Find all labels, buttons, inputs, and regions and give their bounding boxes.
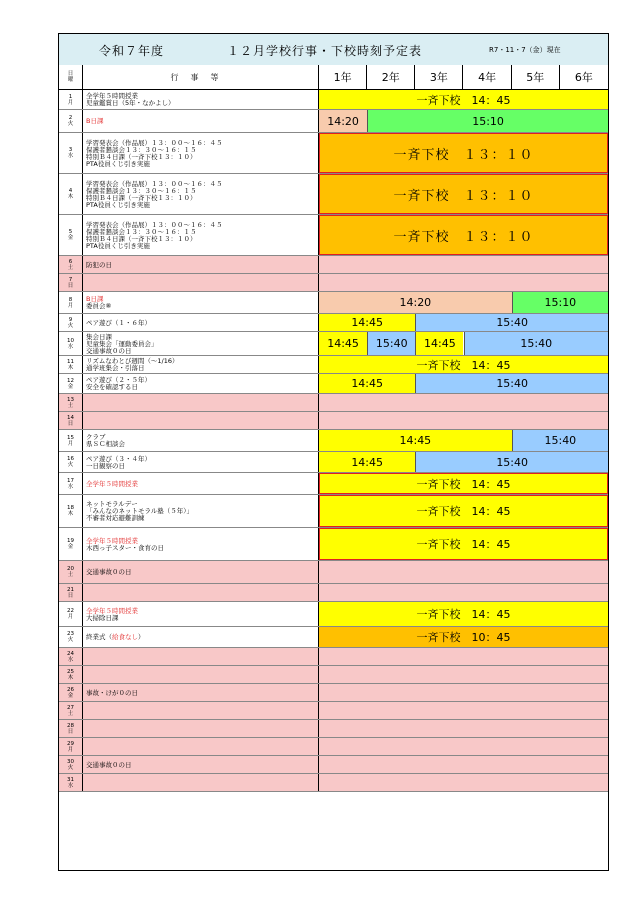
- date-number: 17: [67, 477, 74, 484]
- events-cell: [83, 738, 319, 755]
- date-number: 13: [67, 396, 74, 403]
- events-cell: [83, 314, 319, 331]
- date-cell: [59, 774, 83, 791]
- event-item: クラブ: [86, 433, 106, 441]
- events-cell: [83, 648, 319, 665]
- weekday: 土: [67, 402, 74, 409]
- day-row: [59, 684, 608, 702]
- dismissal-time: 一斉下校 10：45: [319, 627, 608, 647]
- day-row: [59, 90, 608, 110]
- event-item: 学習発表会（作品展）１３：００〜１６：４５: [86, 220, 223, 229]
- event-item: 特別Ｂ４日課（一斉下校１３：１０）: [86, 152, 197, 161]
- event-item: 特別Ｂ４日課（一斉下校１３：１０）: [86, 234, 197, 243]
- weekday: 金: [67, 692, 74, 699]
- date-cell: [59, 374, 83, 393]
- table-header: [59, 65, 608, 90]
- event-item: 特別Ｂ４日課（一斉下校１３：１０）: [86, 193, 197, 202]
- weekday: 水: [67, 656, 74, 663]
- day-row: [59, 412, 608, 430]
- dismissal-time: 15:40: [367, 332, 415, 355]
- events-cell: [83, 110, 319, 132]
- day-row: [59, 602, 608, 627]
- events-cell: [83, 215, 319, 255]
- date-number: 20: [67, 566, 74, 572]
- events-cell: [83, 332, 319, 355]
- dismissal-time: 14:45: [319, 314, 415, 331]
- day-row: [59, 332, 608, 356]
- date-number: 9: [68, 316, 73, 323]
- day-row: [59, 702, 608, 720]
- date-number: 25: [67, 668, 74, 675]
- day-row: [59, 374, 608, 394]
- day-row: [59, 666, 608, 684]
- events-cell: [83, 90, 319, 109]
- events-cell: [83, 174, 319, 214]
- day-row: [59, 738, 608, 756]
- weekday: 月: [67, 746, 74, 753]
- day-row: [59, 110, 608, 133]
- event-item: PTA役員くじ引き実施: [86, 241, 150, 250]
- weekday: 土: [67, 264, 74, 271]
- date-cell: [59, 274, 83, 291]
- header-grade-6: 6年: [574, 71, 593, 84]
- date-cell: [59, 412, 83, 429]
- header-events: 行事等: [83, 65, 319, 89]
- date-number: 28: [67, 722, 74, 729]
- weekday: 日: [67, 728, 74, 735]
- day-row: [59, 756, 608, 774]
- event-item: 一日観察の日: [86, 461, 125, 470]
- event-item: 終業式（給食なし）: [86, 633, 145, 641]
- weekday: 月: [67, 614, 74, 620]
- weekday: 木: [67, 194, 74, 200]
- date-number: 22: [67, 608, 74, 614]
- weekday: 火: [67, 462, 74, 468]
- title-bar: [59, 34, 608, 66]
- date-cell: [59, 584, 83, 601]
- date-cell: [59, 720, 83, 737]
- date-number: 6: [68, 258, 73, 265]
- date-cell: [59, 90, 83, 109]
- event-item: B日課: [86, 295, 104, 303]
- event-item: 児童集会「運動委員会」: [86, 339, 158, 348]
- events-cell: [83, 684, 319, 701]
- fiscal-year-title: 令和７年度: [99, 44, 165, 58]
- dismissal-time: 15:40: [415, 374, 608, 393]
- weekday: 土: [67, 572, 74, 578]
- events-cell: [83, 584, 319, 601]
- event-item: 児童鑑賞日（5年・なかよし）: [86, 99, 175, 107]
- events-cell: [83, 452, 319, 472]
- date-cell: [59, 648, 83, 665]
- day-row: [59, 720, 608, 738]
- weekday: 月: [67, 99, 74, 106]
- header-weekday-label: 曜: [67, 77, 74, 83]
- day-row: [59, 174, 608, 215]
- events-cell: [83, 602, 319, 626]
- weekday: 火: [67, 637, 74, 643]
- day-row: [59, 648, 608, 666]
- weekday: 日: [67, 420, 74, 427]
- event-item: 事故・けが０の日: [86, 688, 138, 697]
- event-item: 保護者懇談会１３：３０〜１６：１５: [86, 186, 197, 195]
- day-row: [59, 430, 608, 452]
- events-cell: [83, 374, 319, 393]
- date-cell: [59, 473, 83, 494]
- date-cell: [59, 430, 83, 451]
- day-row: [59, 584, 608, 602]
- day-row: [59, 314, 608, 332]
- day-row: [59, 356, 608, 374]
- event-item: 全学年５時間授業: [86, 606, 138, 615]
- dismissal-time: 14:45: [319, 452, 415, 472]
- date-number: 10: [67, 337, 74, 344]
- date-number: 30: [67, 758, 74, 765]
- date-number: 23: [67, 631, 74, 637]
- header-grade-5: 5年: [512, 65, 560, 89]
- events-cell: [83, 774, 319, 791]
- events-cell: [83, 666, 319, 683]
- dismissal-time: 一斉下校 14：45: [319, 356, 608, 373]
- weekday: 日: [67, 282, 74, 289]
- date-cell: [59, 356, 83, 373]
- event-item: 県ＳＣ相談会: [86, 440, 125, 448]
- event-item: 全学年５時間授業: [86, 92, 138, 100]
- weekday: 日: [67, 592, 74, 599]
- weekday: 木: [67, 511, 74, 517]
- event-item: ペア遊び（３・４年）: [86, 454, 151, 463]
- events-cell: [83, 756, 319, 773]
- weekday: 水: [67, 782, 74, 789]
- event-item: 木西っ子スター・食育の日: [86, 543, 164, 552]
- event-item: 交通事故０の日: [86, 760, 132, 769]
- dismissal-time: 15:40: [415, 452, 608, 472]
- weekday: 月: [67, 440, 74, 447]
- day-row: [59, 452, 608, 473]
- date-cell: [59, 332, 83, 355]
- date-number: 27: [67, 704, 74, 711]
- header-grade-3: 3年: [415, 65, 463, 89]
- dismissal-time: 15:40: [415, 314, 608, 331]
- weekday: 火: [67, 121, 74, 127]
- event-item: 交通事故０の日: [86, 568, 132, 576]
- dismissal-time: 14:45: [319, 374, 415, 393]
- dismissal-time: 一斉下校 14：45: [319, 528, 608, 560]
- date-cell: [59, 627, 83, 647]
- date-number: 2: [68, 115, 73, 121]
- dismissal-time: 一斉下校 14：45: [319, 90, 608, 109]
- header-grade-4: 4年: [464, 65, 512, 89]
- dismissal-time: 一斉下校 14：45: [319, 473, 608, 494]
- date-cell: [59, 528, 83, 560]
- events-cell: [83, 495, 319, 527]
- event-item: B日課: [86, 117, 104, 125]
- event-item: リズムなわとび週間（〜1/16）: [86, 357, 179, 365]
- weekday: 金: [67, 383, 74, 390]
- events-cell: [83, 274, 319, 291]
- date-number: 24: [67, 650, 74, 657]
- date-number: 1: [68, 93, 73, 100]
- day-row: [59, 274, 608, 292]
- date-number: 8: [68, 296, 73, 303]
- day-row: [59, 561, 608, 584]
- date-cell: [59, 314, 83, 331]
- date-number: 14: [67, 414, 74, 421]
- weekday: 金: [67, 544, 74, 550]
- date-cell: [59, 561, 83, 583]
- events-cell: [83, 720, 319, 737]
- day-row: [59, 133, 608, 174]
- weekday: 水: [67, 343, 74, 350]
- dismissal-time: 14:45: [415, 332, 463, 355]
- date-cell: [59, 495, 83, 527]
- day-row: [59, 215, 608, 256]
- schedule-sheet: [58, 33, 609, 871]
- date-cell: [59, 174, 83, 214]
- event-item: 「みんなのネットモラル塾（５年）」: [86, 507, 194, 515]
- day-row: [59, 292, 608, 314]
- events-cell: [83, 627, 319, 647]
- event-item: PTA役員くじ引き実施: [86, 200, 150, 209]
- dismissal-time: 14:45: [319, 332, 367, 355]
- events-cell: [83, 528, 319, 560]
- weekday: 土: [67, 710, 74, 717]
- weekday: 木: [67, 364, 74, 371]
- date-cell: [59, 452, 83, 472]
- weekday: 火: [67, 322, 74, 329]
- dismissal-time: 一斉下校 14：45: [319, 495, 608, 527]
- date-cell: [59, 756, 83, 773]
- event-item: 委員会⑧: [86, 302, 112, 310]
- event-item: 安全を確認する日: [86, 383, 138, 391]
- header-day-column: [59, 65, 83, 89]
- dismissal-time: 14:20: [319, 292, 512, 313]
- dismissal-time: 一斉下校 １３：１０: [319, 174, 608, 214]
- dismissal-time: 14:45: [319, 430, 512, 451]
- event-item: 全学年５時間授業: [86, 536, 138, 545]
- event-item: 学習発表会（作品展）１３：００〜１６：４５: [86, 138, 223, 147]
- date-number: 18: [67, 505, 74, 511]
- event-item: 防犯の日: [86, 260, 112, 269]
- weekday: 木: [67, 674, 74, 681]
- dismissal-time: 15:10: [512, 292, 608, 313]
- date-cell: [59, 394, 83, 411]
- date-cell: [59, 684, 83, 701]
- header-grade-1: 1年: [319, 65, 367, 89]
- dismissal-time: 15:10: [367, 110, 608, 132]
- events-cell: [83, 702, 319, 719]
- header-day-label: 日: [67, 71, 74, 77]
- event-item: 通学班集会・引落日: [86, 364, 145, 372]
- date-number: 16: [67, 456, 74, 462]
- date-number: 15: [67, 434, 74, 441]
- page-title: １２月学校行事・下校時刻予定表: [227, 44, 423, 58]
- day-row: [59, 495, 608, 528]
- event-item: ペア遊び（２・５年）: [86, 376, 151, 384]
- date-cell: [59, 602, 83, 626]
- weekday: 水: [67, 153, 74, 159]
- event-item: 全学年５時間授業: [86, 479, 138, 488]
- weekday: 月: [67, 302, 74, 309]
- event-item: ネットモラルデー: [86, 500, 138, 508]
- weekday: 金: [67, 235, 74, 241]
- day-row: [59, 473, 608, 495]
- events-cell: [83, 473, 319, 494]
- as-of-date: R7・11・7（金）現在: [489, 46, 561, 54]
- event-item: PTA役員くじ引き実施: [86, 159, 150, 168]
- day-row: [59, 774, 608, 792]
- event-note: 給食なし: [112, 633, 138, 641]
- day-row: [59, 256, 608, 274]
- date-number: 12: [67, 377, 74, 384]
- date-cell: [59, 738, 83, 755]
- date-number: 31: [67, 776, 74, 783]
- events-cell: [83, 394, 319, 411]
- events-cell: [83, 256, 319, 273]
- date-number: 21: [67, 586, 74, 593]
- date-cell: [59, 110, 83, 132]
- dismissal-time: 15:40: [464, 332, 609, 355]
- day-row: [59, 627, 608, 648]
- date-number: 5: [68, 229, 73, 235]
- date-number: 29: [67, 740, 74, 747]
- dismissal-time: 一斉下校 １３：１０: [319, 215, 608, 255]
- events-cell: [83, 561, 319, 583]
- header-grade-2: 2年: [367, 65, 415, 89]
- date-cell: [59, 702, 83, 719]
- events-cell: [83, 133, 319, 173]
- event-item: 不審者対応避難訓練: [86, 514, 145, 522]
- dismissal-time: 14:20: [319, 110, 367, 132]
- date-number: 7: [68, 276, 73, 283]
- events-cell: [83, 292, 319, 313]
- events-cell: [83, 430, 319, 451]
- event-item: 大掃除日課: [86, 613, 119, 622]
- events-cell: [83, 356, 319, 373]
- date-cell: [59, 666, 83, 683]
- date-number: 3: [68, 147, 73, 153]
- event-item: 集会日課: [86, 332, 112, 341]
- date-cell: [59, 292, 83, 313]
- event-item: ペア遊び（１・６年）: [86, 318, 151, 327]
- weekday: 火: [67, 764, 74, 771]
- date-number: 26: [67, 686, 74, 693]
- date-cell: [59, 215, 83, 255]
- date-number: 19: [67, 538, 74, 544]
- day-row: [59, 394, 608, 412]
- day-row: [59, 528, 608, 561]
- date-number: 11: [67, 358, 74, 365]
- date-number: 4: [68, 188, 73, 194]
- event-item: 学習発表会（作品展）１３：００〜１６：４５: [86, 179, 223, 188]
- date-cell: [59, 256, 83, 273]
- events-cell: [83, 412, 319, 429]
- dismissal-time: 15:40: [512, 430, 608, 451]
- event-item: 交通事故０の日: [86, 346, 132, 355]
- event-item: 保護者懇談会１３：３０〜１６：１５: [86, 227, 197, 236]
- weekday: 水: [67, 483, 74, 490]
- dismissal-time: 一斉下校 １３：１０: [319, 133, 608, 173]
- date-cell: [59, 133, 83, 173]
- dismissal-time: 一斉下校 14：45: [319, 602, 608, 626]
- event-item: 保護者懇談会１３：３０〜１６：１５: [86, 145, 197, 154]
